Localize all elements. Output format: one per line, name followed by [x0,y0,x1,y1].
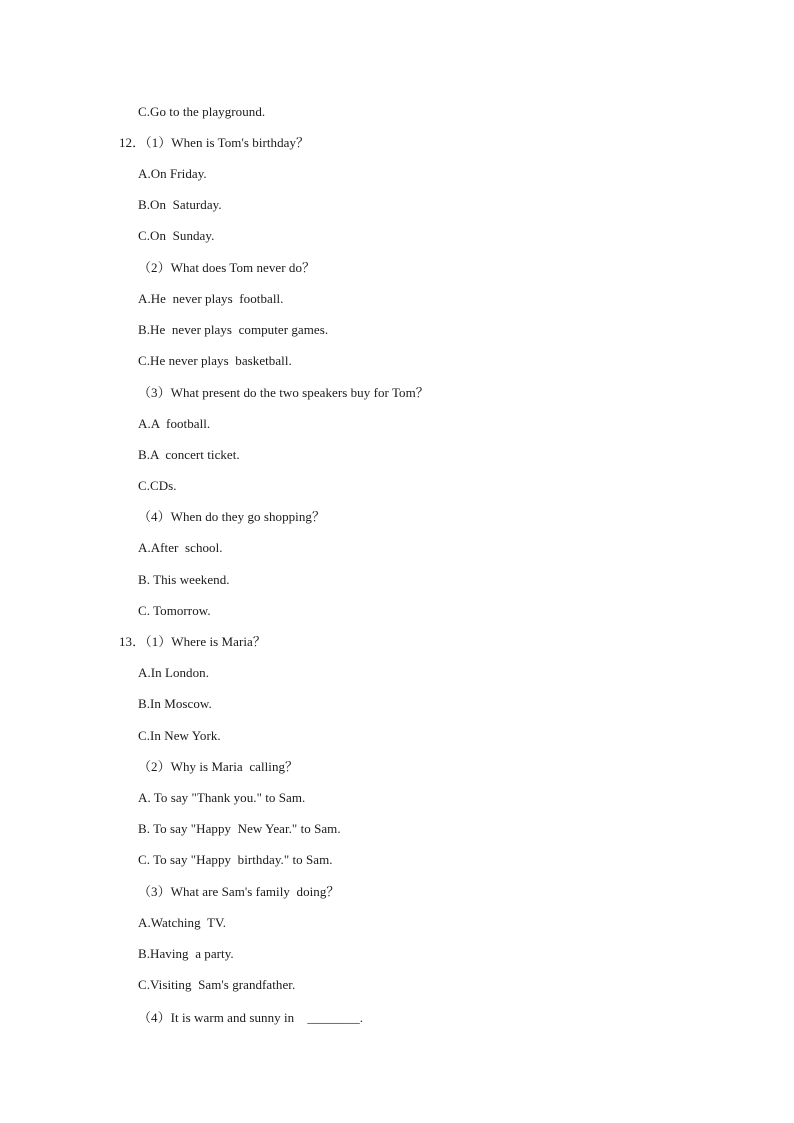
subquestion-line: （2）Why is Maria calling？ [138,759,299,774]
option-line: C.Visiting Sam's grandfather. [138,977,296,992]
option-line: A.In London. [138,665,210,680]
option-line: C. To say "Happy birthday." to Sam. [138,852,333,867]
option-line: C.Go to the playground. [138,104,266,119]
option-line: B.Having a party. [138,946,234,961]
option-line: A.A football. [138,416,211,431]
option-line: B. To say "Happy New Year." to Sam. [138,821,341,836]
subquestion-line: （2）What does Tom never do？ [138,260,316,275]
option-line: A.On Friday. [138,166,207,181]
option-line: B. This weekend. [138,572,230,587]
option-line: B.On Saturday. [138,197,222,212]
option-line: B.He never plays computer games. [138,322,329,337]
subquestion-line: （4）When do they go shopping？ [138,509,325,524]
option-line: C.On Sunday. [138,228,215,243]
subquestion-line: （3）What are Sam's family doing？ [138,884,340,899]
option-line: A.He never plays football. [138,291,284,306]
option-line: C.In New York. [138,728,221,743]
option-line: B.In Moscow. [138,696,212,711]
subquestion-line: （3）What present do the two speakers buy for Tom？ [138,385,429,400]
option-line: A. To say "Thank you." to Sam. [138,790,306,805]
question-line: 13．（1）Where is Maria？ [119,634,266,649]
option-line: A.After school. [138,540,223,555]
option-line: C. Tomorrow. [138,603,211,618]
option-line: C.He never plays basketball. [138,353,292,368]
subquestion-line: （4）It is warm and sunny in ________. [138,1010,364,1025]
question-line: 12．（1）When is Tom's birthday？ [119,135,310,150]
option-line: A.Watching TV. [138,915,227,930]
option-line: B.A concert ticket. [138,447,240,462]
option-line: C.CDs. [138,478,177,493]
